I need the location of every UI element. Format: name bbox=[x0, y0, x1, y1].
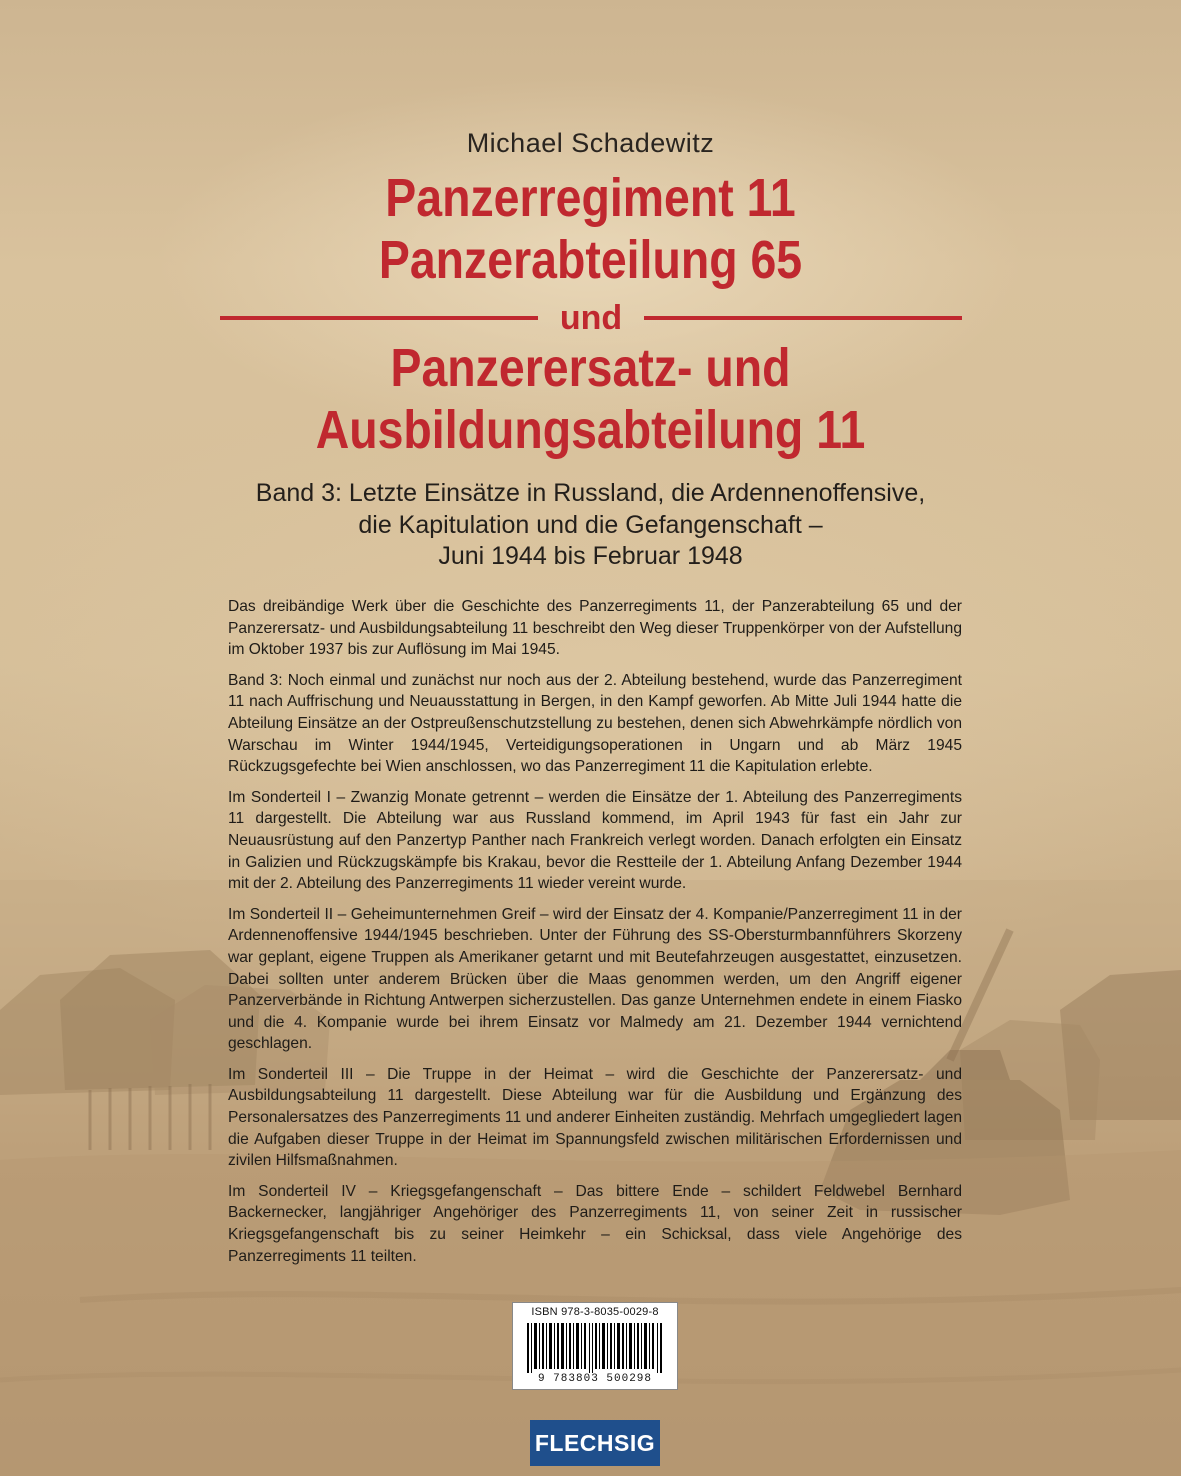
title-line-4: Panzerersatz- und bbox=[390, 338, 791, 398]
blurb-paragraph: Im Sonderteil IV – Kriegsgefangenschaft – Das bittere Ende – schildert Feldwebel Bernhard Backernecker, langjähriger Angehöriger des Panzerregiments 11, von seiner Zeit in russischer Kriegsgefangenschaft bis zu seiner Heimkehr – ein Schicksal, dass viele Angehörige des Panzerregiments 11 teilten. bbox=[228, 1182, 962, 1265]
blurb-paragraph: Im Sonderteil III – Die Truppe in der Heimat – wird die Geschichte der Panzerersatz- und Ausbildungsabteilung 11 dargestellt. Diese Abteilung war für die Ausbildung und Ergänzung des Personalersatzes des Panzerregiments 11 und anderer Einheiten zuständig. Mehrfach umgegliedert lagen die Aufgaben dieser Truppe in der Heimat im Spannungsfeld zwischen militärischen Erfordernissen und zivilen Hilfsmaßnahmen. bbox=[228, 1065, 962, 1170]
title-line-5: Ausbildungsabteilung 11 bbox=[315, 400, 866, 460]
blurb-paragraph: Das dreibändige Werk über die Geschichte des Panzerregiments 11, der Panzerabteilung 65 und der Panzerersatz- und Ausbildungsabteilung 11 beschreibt den Weg dieser Truppenkörper von der Aufstellung im Oktober 1937 bis zur Auflösung im Mai 1945. bbox=[228, 598, 962, 659]
separator-rule-right bbox=[644, 316, 962, 320]
isbn-barcode-box bbox=[512, 1302, 678, 1390]
title-line-1: Panzerregiment 11 bbox=[385, 168, 796, 228]
title-line-2: Panzerabteilung 65 bbox=[378, 230, 803, 290]
barcode-digits: 9 783803 500298 bbox=[537, 1373, 653, 1385]
subtitle-line-2: die Kapitulation und die Gefangenschaft – bbox=[358, 511, 823, 539]
author-name: Michael Schadewitz bbox=[466, 128, 715, 158]
title-line-3: und bbox=[559, 299, 623, 337]
isbn-label: ISBN 978-3-8035-0029-8 bbox=[531, 1306, 659, 1318]
publisher-logo: FLECHSIG bbox=[530, 1420, 660, 1466]
blurb-text bbox=[228, 596, 962, 1276]
blurb-paragraph: Band 3: Noch einmal und zunächst nur noch aus der 2. Abteilung bestehend, wurde das Panzerregiment 11 nach Auffrischung und Neuausstattung in Bergen, in den Kampf geworfen. Ab Mitte Juli 1944 hatte die Abteilung Einsätze an der Ostpreußenschutzstellung zu bestehen, denen sich Abwehrkämpfe nördlich von Warschau im Winter 1944/1945, Verteidigungsoperationen in Ungarn und ab März 1945 Rückzugsgefechte bei Wien anschlossen, wo das Panzerregiment 11 die Kapitulation erlebte. bbox=[228, 671, 962, 776]
blurb-paragraph: Im Sonderteil II – Geheimunternehmen Greif – wird der Einsatz der 4. Kompanie/Panzerregiment 11 in der Ardennenoffensive 1944/1945 beschrieben. Unter der Führung des SS-Obersturmbannführers Skorzeny war geplant, eigene Truppen als Amerikaner getarnt und mit Beutefahrzeugen ausgestattet, einzusetzen. Dabei sollten unter anderem Brücken über die Maas genommen werden, um den Angriff eigener Panzerverbände in Richtung Antwerpen sicherzustellen. Das ganze Unternehmen endete in einem Fiasko und die 4. Kompanie wurde bei ihrem Einsatz vor Malmedy am 21. Dezember 1944 vernichtend geschlagen. bbox=[228, 905, 962, 1053]
barcode-icon bbox=[527, 1323, 663, 1373]
separator-rule-left bbox=[220, 316, 538, 320]
blurb-paragraph: Im Sonderteil I – Zwanzig Monate getrennt – werden die Einsätze der 1. Abteilung des Panzerregiments 11 dargestellt. Die Abteilung war aus Russland kommend, im April 1943 für fast ein Jahr zur Neuausrüstung auf den Panzertyp Panther nach Frankreich verlegt worden. Danach erfolgten ein Einsatz in Galizien und Rückzugskämpfe bis Krakau, bevor die Restteile der 1. Abteilung Anfang Dezember 1944 mit der 2. Abteilung des Panzerregiments 11 wieder vereint wurde. bbox=[228, 788, 962, 893]
subtitle-line-3: Juni 1944 bis Februar 1948 bbox=[438, 542, 743, 570]
subtitle-line-1: Band 3: Letzte Einsätze in Russland, die Ardennenoffensive, bbox=[255, 479, 926, 507]
title-separator bbox=[220, 298, 962, 338]
